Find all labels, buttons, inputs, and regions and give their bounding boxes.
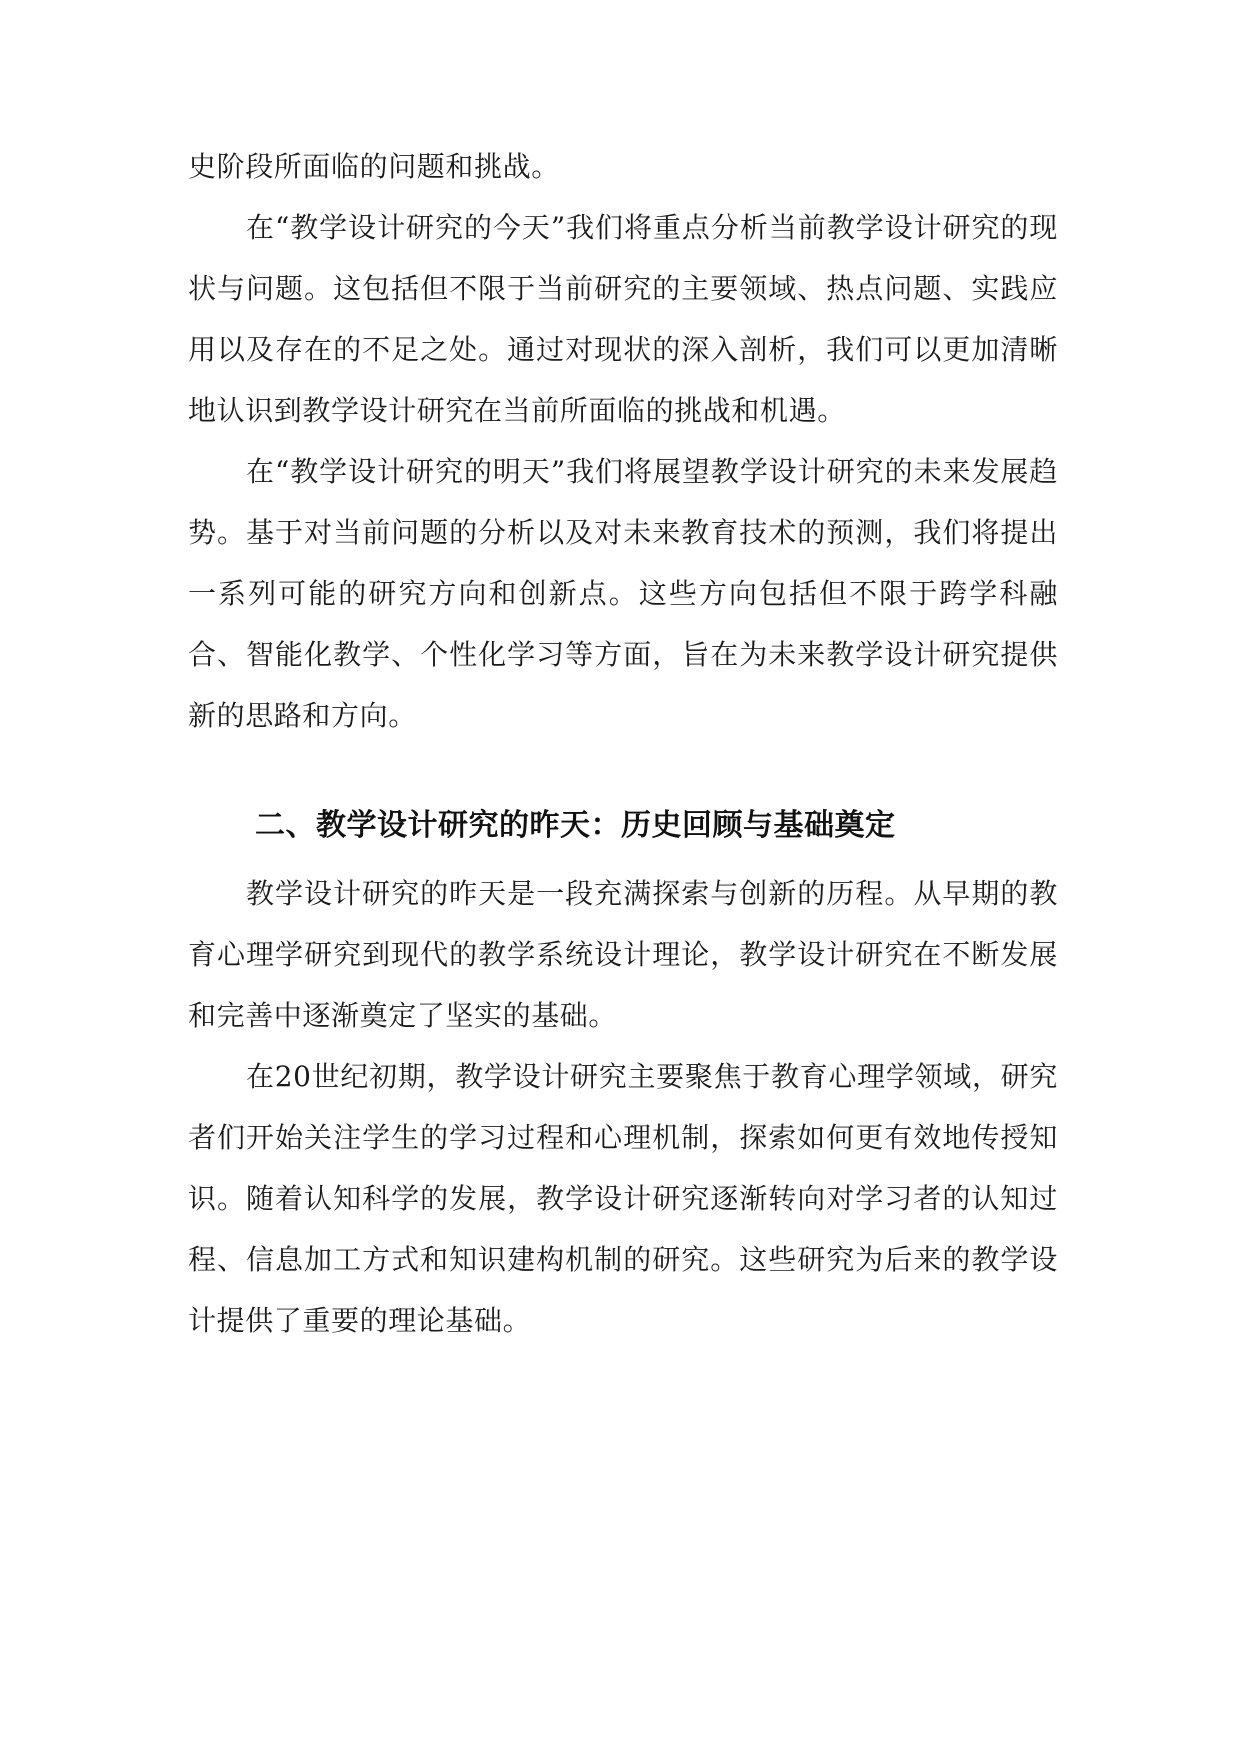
paragraph-early-20th-century: 在20世纪初期，教学设计研究主要聚焦于教育心理学领域，研究者们开始关注学生的学习过程和心理机制，探索如何更有效地传授知识。随着认知科学的发展，教学设计研究逐渐转向对学习者的认知过程、信息加工方式和知识建构机制的研究。这些研究为后来的教学设计提供了重要的理论基础。 [188, 1060, 1058, 1337]
spacer [188, 746, 1058, 795]
paragraph-continuation: 史阶段所面临的问题和挑战。 [188, 150, 560, 183]
paragraph-tomorrow: 在“教学设计研究的明天”我们将展望教学设计研究的未来发展趋势。基于对当前问题的分析以及对未来教育技术的预测，我们将提出一系列可能的研究方向和创新点。这些方向包括但不限于跨学科融合、智能化教学、个性化学习等方面，旨在为未来教学设计研究提供新的思路和方向。 [188, 455, 1058, 732]
spacer [188, 856, 1058, 863]
paragraph-today: 在“教学设计研究的今天”我们将重点分析当前教学设计研究的现状与问题。这包括但不限于当前研究的主要领域、热点问题、实践应用以及存在的不足之处。通过对现状的深入剖析，我们可以更加清晰地认识到教学设计研究在当前所面临的挑战和机遇。 [188, 211, 1058, 427]
section-heading: 二、教学设计研究的昨天：历史回顾与基础奠定 [255, 808, 896, 843]
document-body [188, 136, 1058, 1351]
paragraph-yesterday-intro: 教学设计研究的昨天是一段充满探索与创新的历程。从早期的教育心理学研究到现代的教学系统设计理论，教学设计研究在不断发展和完善中逐渐奠定了坚实的基础。 [188, 877, 1058, 1032]
